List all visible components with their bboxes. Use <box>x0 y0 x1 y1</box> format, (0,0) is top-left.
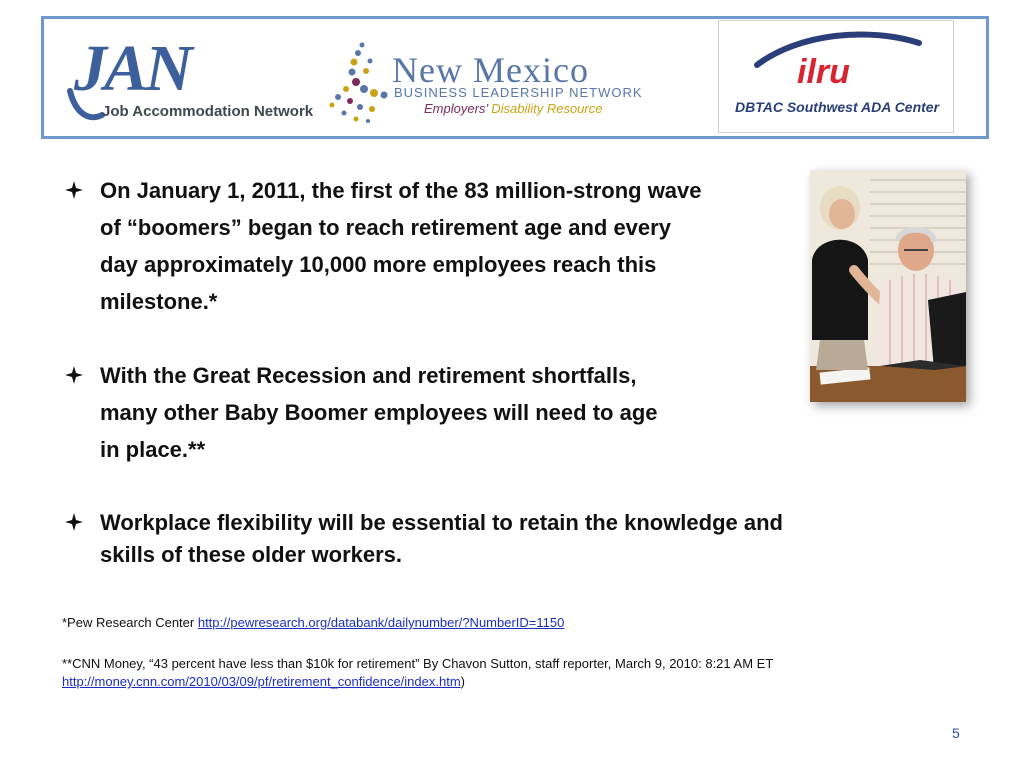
dot-spiral-icon <box>322 37 402 127</box>
footnote-cnn-tail: ) <box>460 674 466 689</box>
nm-logo-employers: Employers’ <box>424 101 488 116</box>
page-number: 5 <box>952 725 960 741</box>
ilru-logo-word: ilru <box>797 53 850 91</box>
ilru-logo <box>718 20 954 133</box>
jan-logo <box>66 32 316 125</box>
bullet-line: of “boomers” began to reach retirement age and every <box>100 215 671 240</box>
bullet-line: Workplace flexibility will be essential to retain the knowledge and <box>100 510 783 535</box>
footnote-cnn <box>62 656 773 671</box>
bullet-line: skills of these older workers. <box>100 542 403 567</box>
diamond-bullet-icon <box>64 180 84 200</box>
footnote-pew-text: *Pew Research Center <box>62 615 198 630</box>
bullet-line: With the Great Recession and retirement shortfalls, <box>100 363 637 388</box>
nm-logo-title: New Mexico <box>392 50 589 90</box>
diamond-bullet-icon <box>64 512 84 532</box>
jan-logo-tagline: Job Accommodation Network <box>102 103 314 120</box>
pew-research-link[interactable]: http://pewresearch.org/databank/dailynumber/?NumberID=1150 <box>197 615 565 630</box>
older-couple-photo <box>810 170 966 402</box>
footnote-cnn-text: **CNN Money, “43 percent have less than $10k for retirement” By Chavon Sutton, staff reporter, March 9, 2010: 8:21 AM ET <box>62 656 774 671</box>
diamond-bullet-icon <box>64 365 84 385</box>
cnn-money-link[interactable]: http://money.cnn.com/2010/03/09/pf/retirement_confidence/index.htm <box>62 674 461 689</box>
logo-banner <box>41 16 989 139</box>
bullet-line: On January 1, 2011, the first of the 83 million-strong wave <box>100 178 702 203</box>
bullet-line: many other Baby Boomer employees will need to age <box>100 400 658 425</box>
jan-logo-word: JAN <box>74 32 190 105</box>
bullet-line: in place.** <box>100 437 206 462</box>
nm-bln-logo <box>322 37 702 127</box>
ilru-logo-tagline: DBTAC Southwest ADA Center <box>735 99 940 115</box>
footnote-cnn-link-line <box>62 674 465 689</box>
footnote-pew <box>62 615 564 630</box>
nm-logo-resource <box>424 101 602 116</box>
older-couple-image-icon <box>810 170 966 402</box>
nm-logo-disability: Disability Resource <box>491 101 603 116</box>
bullet-line: day approximately 10,000 more employees reach this <box>100 252 657 277</box>
bullet-line: milestone.* <box>100 289 218 314</box>
nm-logo-subtitle: BUSINESS LEADERSHIP NETWORK <box>394 85 643 100</box>
